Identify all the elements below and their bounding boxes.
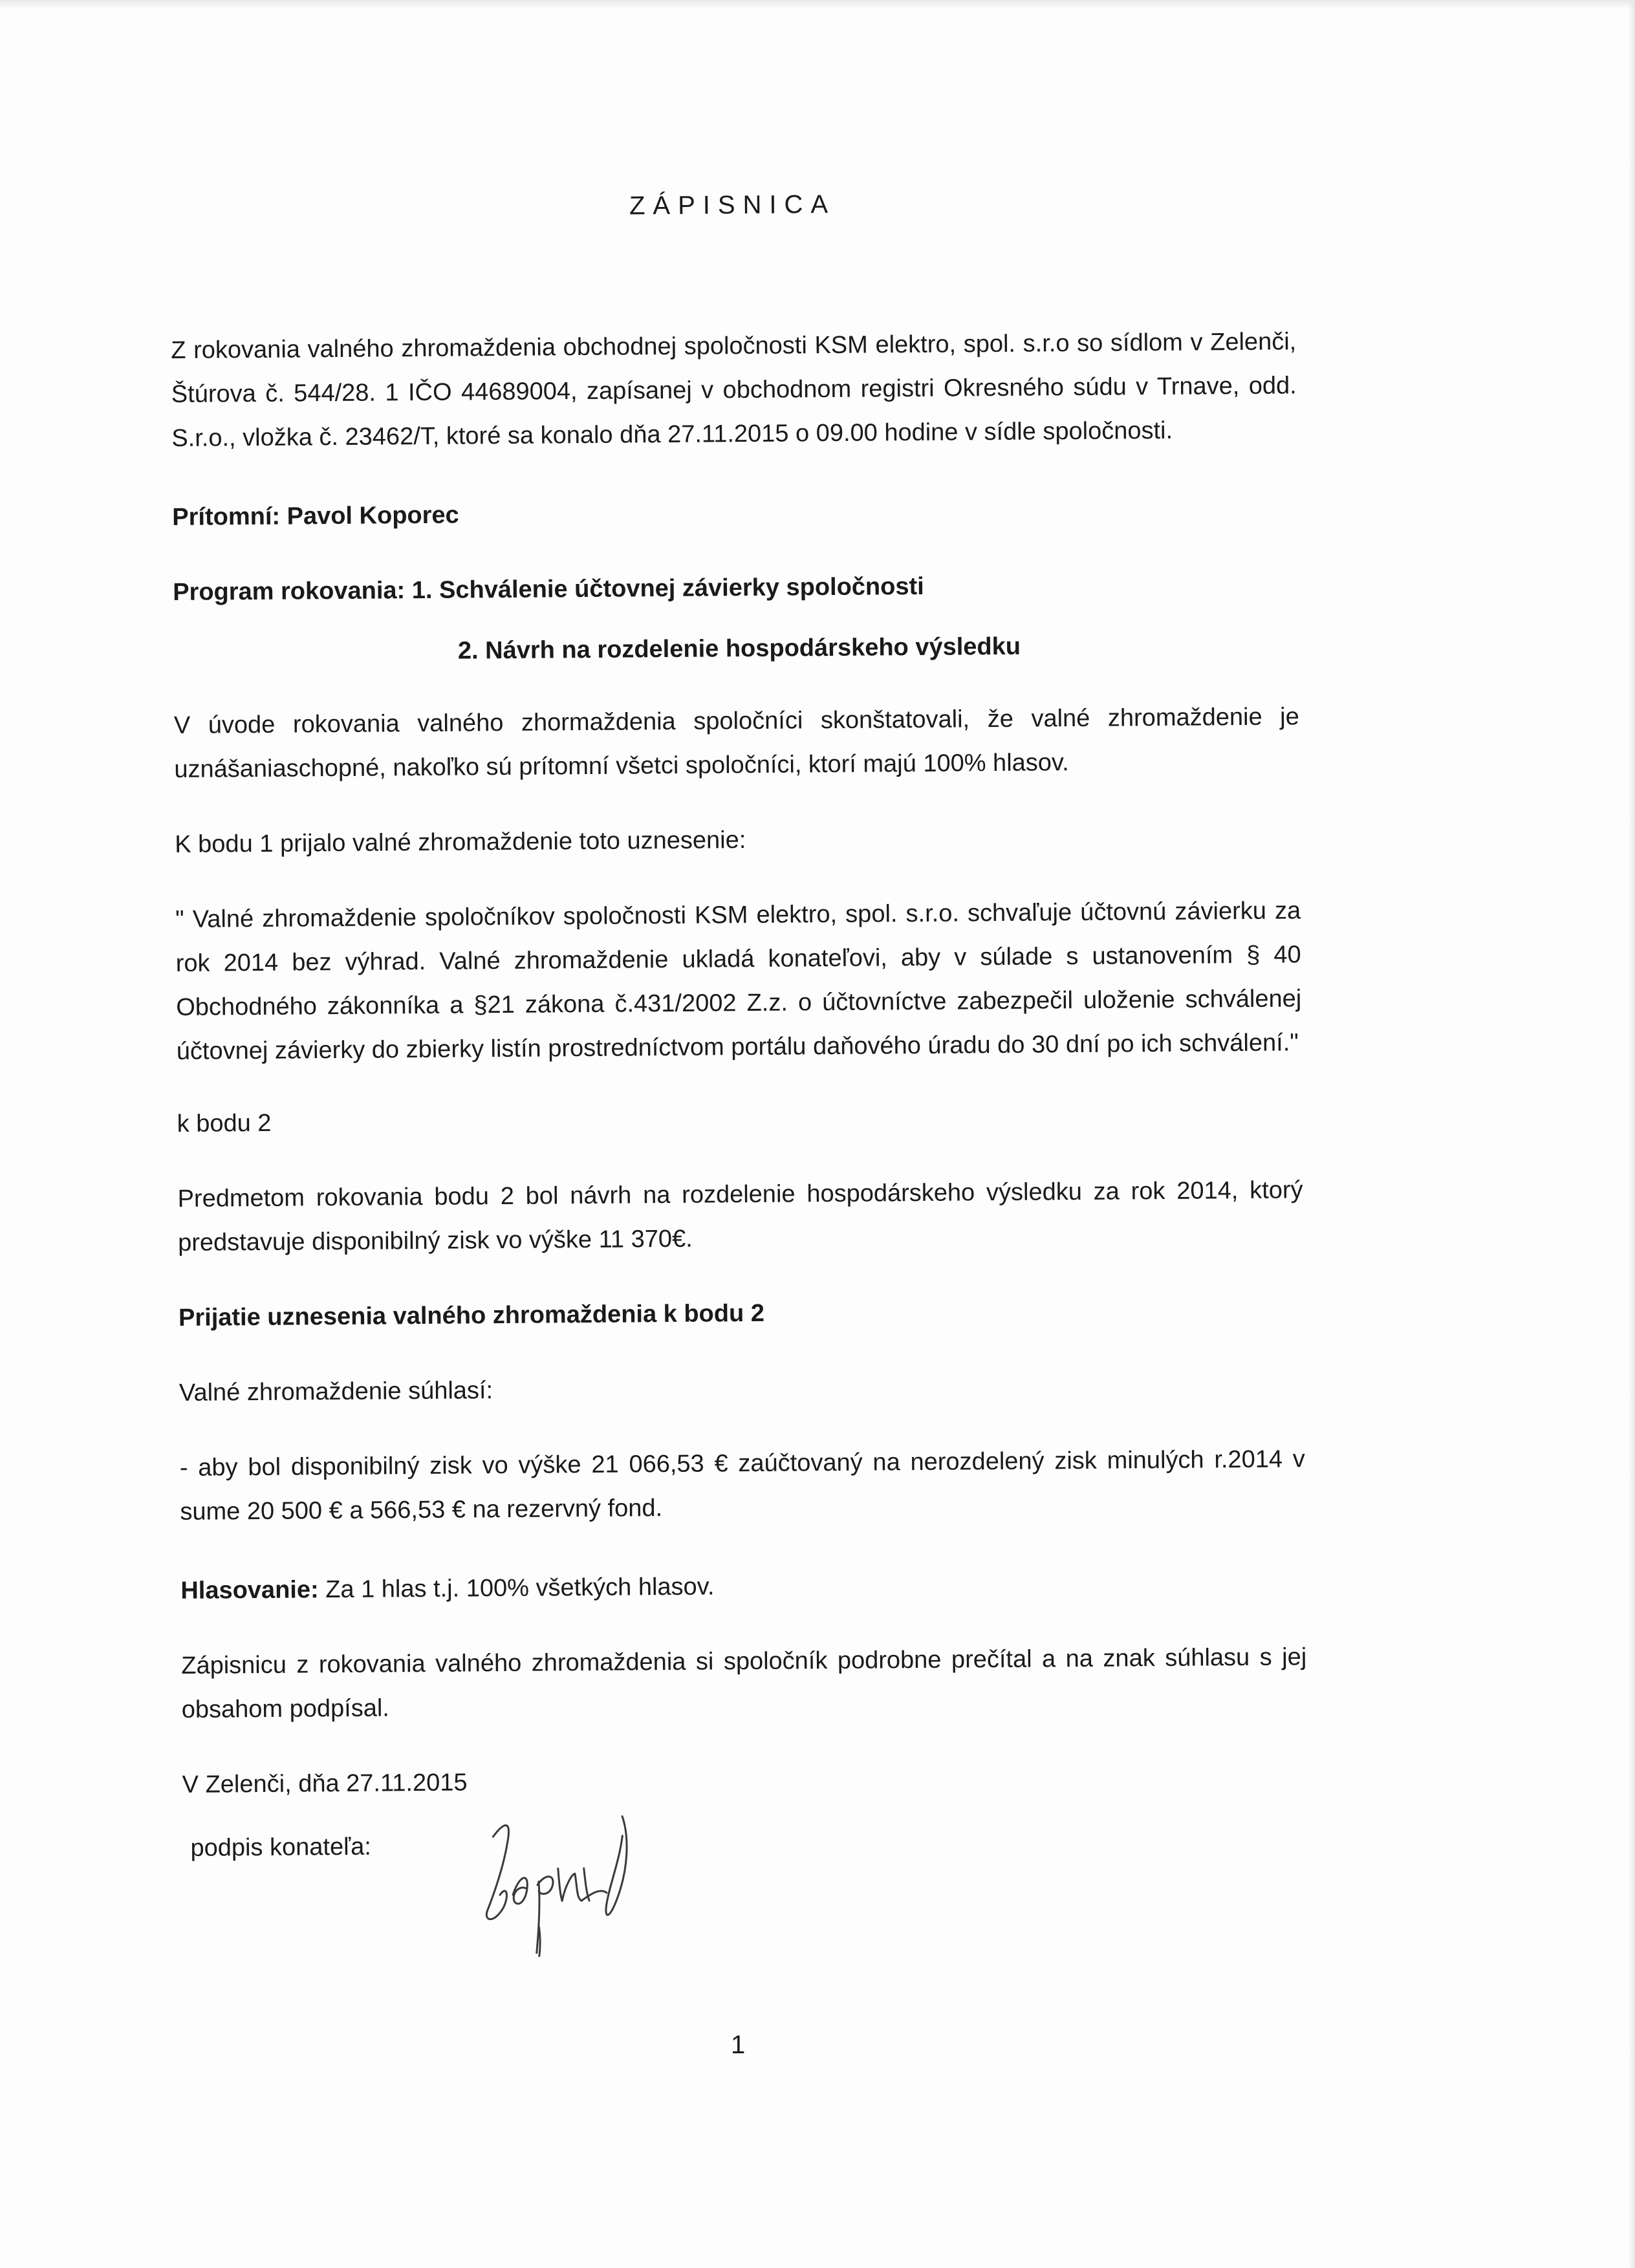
opening-paragraph: V úvode rokovania valného zhormaždenia spoločníci skonštatovali, že valné zhromaždenie je uznášaniaschopné, nakoľko sú prítomní všetci spoločníci, ktorí majú 100% hlasov.	[173, 703, 1299, 783]
handwritten-signature	[467, 1797, 662, 1966]
point2-text: Predmetom rokovania bodu 2 bol návrh na rozdelenie hospodárskeho výsledku za rok 2014, ktorý predstavuje disponibilný zisk vo výške 11 370€.	[177, 1176, 1303, 1257]
intro-paragraph: Z rokovania valného zhromaždenia obchodnej spoločnosti KSM elektro, spol. s.r.o so sídlom v Zelenči, Štúrova č. 544/28. 1 IČO 44689004, zapísanej v obchodnom registri Okresného súdu v Trnave, odd. S.r.o., vložka č. 23462/T, ktoré sa konalo dňa 27.11.2015 o 09.00 hodine v sídle spoločnosti.	[171, 328, 1297, 452]
document-title: ZÁPISNICA	[629, 189, 836, 221]
point1-intro: K bodu 1 prijalo valné zhromaždenie toto uznesenie:	[175, 826, 746, 858]
agreement-item: - aby bol disponibilný zisk vo výške 21 066,53 € zaúčtovaný na nerozdelený zisk minulých r.2014 v sume 20 500 € a 566,53 € na rezervný fond.	[179, 1445, 1305, 1526]
document-body	[169, 153, 1309, 1994]
scan-edge-top	[0, 0, 1635, 9]
point2-resolution-heading: Prijatie uznesenia valného zhromaždenia k bodu 2	[178, 1299, 765, 1332]
program-item-1: 1. Schválenie účtovnej závierky spoločnosti	[411, 572, 924, 605]
present-line: Prítomní: Pavol Koporec	[172, 501, 459, 531]
scan-edge-right	[1629, 0, 1635, 2268]
signature-label: podpis konateľa:	[190, 1833, 372, 1862]
point2-heading: k bodu 2	[177, 1109, 272, 1138]
signature-row	[182, 1817, 1309, 1994]
closing-paragraph: Zápisnicu z rokovania valného zhromaždenia si spoločník podrobne prečítal a na znak súhlasu s jej obsahom podpísal.	[181, 1643, 1307, 1723]
program-label: Program rokovania:	[173, 577, 406, 606]
place-date: V Zelenči, dňa 27.11.2015	[182, 1769, 468, 1798]
point1-resolution: " Valné zhromaždenie spoločníkov spoločnosti KSM elektro, spol. s.r.o. schvaľuje účtovnú závierku za rok 2014 bez výhrad. Valné zhromaždenie ukladá konateľovi, aby v súlade s ustanovením § 40 Obchodného zákonníka a §21 zákona č.431/2002 Z.z. o účtovníctve zabezpečil uloženie schválenej účtovnej závierky do zbierky listín prostredníctvom portálu daňového úradu do 30 dní po ich schválení."	[175, 897, 1302, 1065]
program-line	[173, 561, 1298, 614]
page-number: 1	[731, 2031, 746, 2059]
voting-label: Hlasovanie:	[180, 1576, 319, 1604]
voting-text: Za 1 hlas t.j. 100% všetkých hlasov.	[325, 1573, 715, 1604]
program-item-2: 2. Návrh na rozdelenie hospodárskeho výsledku	[457, 632, 1021, 665]
voting-line	[180, 1560, 1306, 1613]
agreement-intro: Valné zhromaždenie súhlasí:	[179, 1377, 493, 1407]
